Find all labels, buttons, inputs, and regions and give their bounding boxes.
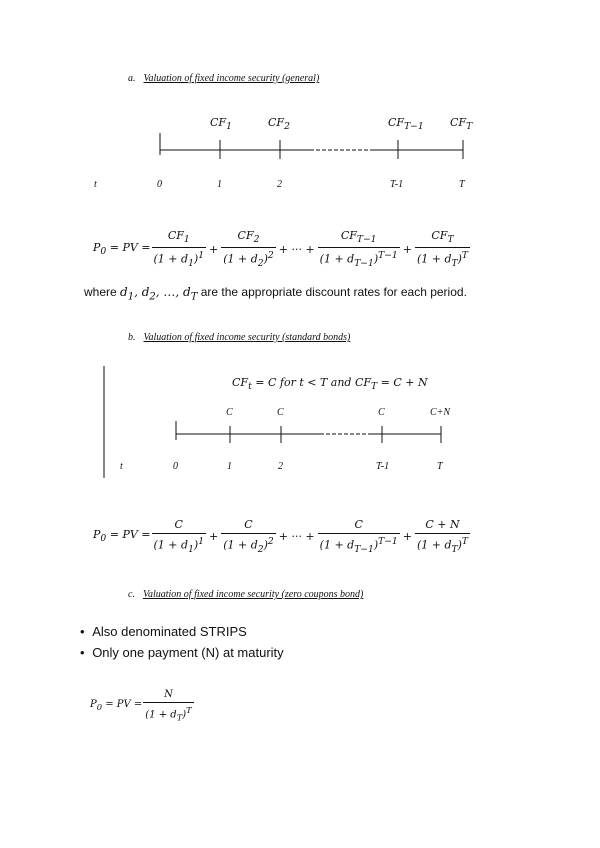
formula-a-term-t: $\frac{CF_T}{(1 + d_T)^T}$ xyxy=(416,229,468,270)
formula-a-lhs: $P_0$ = PV = xyxy=(93,240,151,258)
section-b-letter: b. xyxy=(128,332,136,343)
bullet-dot-icon: • xyxy=(80,645,85,660)
timeline-b-cf-t-minus-1: C xyxy=(378,407,385,418)
formula-b-lhs: $P_0$ = PV = xyxy=(93,528,151,545)
section-c-heading xyxy=(128,589,363,600)
formula-a-term-2: $\frac{CF_2}{(1 + d_2)^2}$ xyxy=(223,229,274,270)
bullet-dot-icon: • xyxy=(80,624,85,639)
condition-b: $CF_t = C$ for t < T and $CF_T = C + N$ xyxy=(232,376,428,393)
timeline-b-period-0: 0 xyxy=(173,461,178,472)
section-c-letter: c. xyxy=(128,589,135,600)
formula-b-term-t-minus-1: $\frac{C}{(1 + d_{T-1})^{T-1}}$ xyxy=(319,518,398,555)
timeline-b-t-label: t xyxy=(120,461,123,472)
section-a-title: Valuation of fixed income security (general) xyxy=(143,73,320,84)
timeline-a-period-2: 2 xyxy=(277,179,282,190)
section-b-heading xyxy=(128,332,350,343)
bullet-item-one-payment: • Only one payment (N) at maturity xyxy=(80,645,284,660)
formula-b-term-1: $\frac{C}{(1 + d_1)^1}$ xyxy=(153,518,205,555)
timeline-b-period-t-minus-1: T-1 xyxy=(376,461,390,472)
formula-c-term: $\frac{N}{(1 + d_T)^T}$ xyxy=(145,689,192,723)
timeline-b-period-t: T xyxy=(437,461,443,472)
section-b-title: Valuation of fixed income security (standard bonds) xyxy=(143,332,351,343)
timeline-b-cf-2: C xyxy=(277,407,284,418)
formula-a-term-1: $\frac{CF_1}{(1 + d_1)^1}$ xyxy=(153,229,205,270)
timeline-b-period-1: 1 xyxy=(227,461,232,472)
timeline-a-period-t: T xyxy=(459,179,465,190)
timeline-a-period-1: 1 xyxy=(217,179,222,190)
cashflow-label-2: $CF_2$ xyxy=(268,116,290,133)
section-a-letter: a. xyxy=(128,73,136,84)
timeline-a-t-label: t xyxy=(94,179,97,190)
cashflow-label-1: $CF_1$ xyxy=(210,116,232,133)
formula-c-lhs: $P_0$ = PV = xyxy=(90,699,143,713)
formula-b: $P_0$ = PV = $\frac{C}{(1 + d_1)^1}$ + $\frac{C}{(1 + d_2)^2}$ + ··· + $\frac{C}{(1 + d_{T-1})^{T-1}}$ + $\frac{C + N}{(1 + d_T)^T}$ xyxy=(93,518,468,555)
formula-a-term-t-minus-1: $\frac{CF_{T-1}}{(1 + d_{T-1})^{T-1}}$ xyxy=(319,229,398,270)
timeline-b-cf-t: C+N xyxy=(430,407,451,418)
formula-a: $P_0$ = PV = $\frac{CF_1}{(1 + d_1)^1}$ + $\frac{CF_2}{(1 + d_2)^2}$ + ··· + $\frac{CF_{T-1}}{(1 + d_{T-1})^{T-1}}$ + $\frac{CF_T}{(1 + d_T)^T}$ xyxy=(93,229,468,270)
formula-b-term-t: $\frac{C + N}{(1 + d_T)^T}$ xyxy=(416,518,468,555)
timeline-b-cf-1: C xyxy=(226,407,233,418)
formula-c xyxy=(90,689,195,722)
where-text: where $d_1$, $d_2$, …, $d_T$ are the appropriate discount rates for each period. xyxy=(84,285,467,303)
timeline-a-period-0: 0 xyxy=(157,179,162,190)
timeline-a-period-t-minus-1: T-1 xyxy=(390,179,404,190)
formula-b-term-2: $\frac{C}{(1 + d_2)^2}$ xyxy=(223,518,274,555)
cashflow-label-t-minus-1: $CF_{T-1}$ xyxy=(388,116,424,133)
bullet-item-strips: • Also denominated STRIPS xyxy=(80,624,247,639)
cashflow-label-t: $CF_T$ xyxy=(450,116,473,133)
timeline-b-period-2: 2 xyxy=(278,461,283,472)
section-c-title: Valuation of fixed income security (zero coupons bond) xyxy=(142,589,364,600)
